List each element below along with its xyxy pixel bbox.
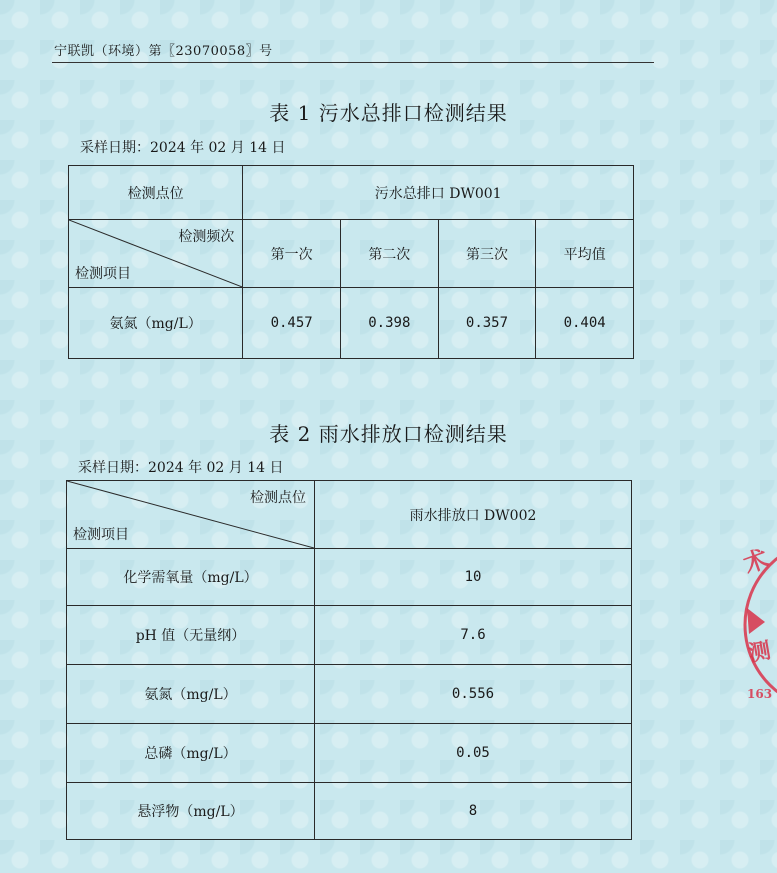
table2-row-value: 0.556 (315, 665, 632, 724)
table1-diagonal-header (69, 220, 243, 288)
table2-diagonal-header (67, 481, 315, 549)
table1-point-header: 检测点位 (69, 166, 243, 220)
table-row (67, 665, 632, 724)
seal-fragment-3: 163 (747, 687, 773, 701)
table2-row-value: 8 (315, 783, 632, 840)
table1-value-3: 0.357 (438, 288, 536, 359)
table2-row-item: 氨氮（mg/L） (67, 665, 315, 724)
table1-value-2: 0.398 (340, 288, 438, 359)
table1-col-3: 第三次 (438, 220, 536, 288)
table2-title: 表 2 雨水排放口检测结果 (269, 422, 508, 446)
table1-value-4: 0.404 (536, 288, 634, 359)
table2 (66, 480, 632, 840)
table-row (67, 724, 632, 783)
table2-row-item: 悬浮物（mg/L） (67, 783, 315, 840)
table1-col-2: 第二次 (340, 220, 438, 288)
table2-row-item: pH 值（无量纲） (67, 606, 315, 665)
table1-col-4: 平均值 (536, 220, 634, 288)
table1-freq-header: 检测频次 (178, 229, 235, 245)
seal-fragment-2: 测 (746, 637, 773, 667)
official-seal-stamp (735, 530, 777, 710)
table2-item-header: 检测项目 (73, 527, 129, 543)
table1 (68, 165, 634, 359)
document-number: 宁联凯（环境）第〖23070058〗号 (54, 44, 273, 59)
table2-point-name: 雨水排放口 DW002 (315, 481, 632, 549)
table-row (69, 288, 634, 359)
table1-col-1: 第一次 (243, 220, 341, 288)
table2-point-header: 检测点位 (250, 490, 306, 506)
table1-item-header: 检测项目 (75, 266, 131, 282)
table1-sample-date: 采样日期：2024 年 02 月 14 日 (80, 140, 286, 156)
table-row (67, 606, 632, 665)
table2-sample-date: 采样日期：2024 年 02 月 14 日 (78, 460, 284, 476)
table2-row-value: 0.05 (315, 724, 632, 783)
table2-row-item: 总磷（mg/L） (67, 724, 315, 783)
table1-row-item: 氨氮（mg/L） (69, 288, 243, 359)
table1-value-1: 0.457 (243, 288, 341, 359)
seal-fragment-1: 术 (739, 543, 772, 579)
table2-row-item: 化学需氧量（mg/L） (67, 549, 315, 606)
table1-point-name: 污水总排口 DW001 (243, 166, 634, 220)
table-row (67, 783, 632, 840)
table1-title: 表 1 污水总排口检测结果 (269, 101, 508, 125)
table2-row-value: 10 (315, 549, 632, 606)
table-row (67, 549, 632, 606)
table2-row-value: 7.6 (315, 606, 632, 665)
header-rule (52, 62, 654, 63)
